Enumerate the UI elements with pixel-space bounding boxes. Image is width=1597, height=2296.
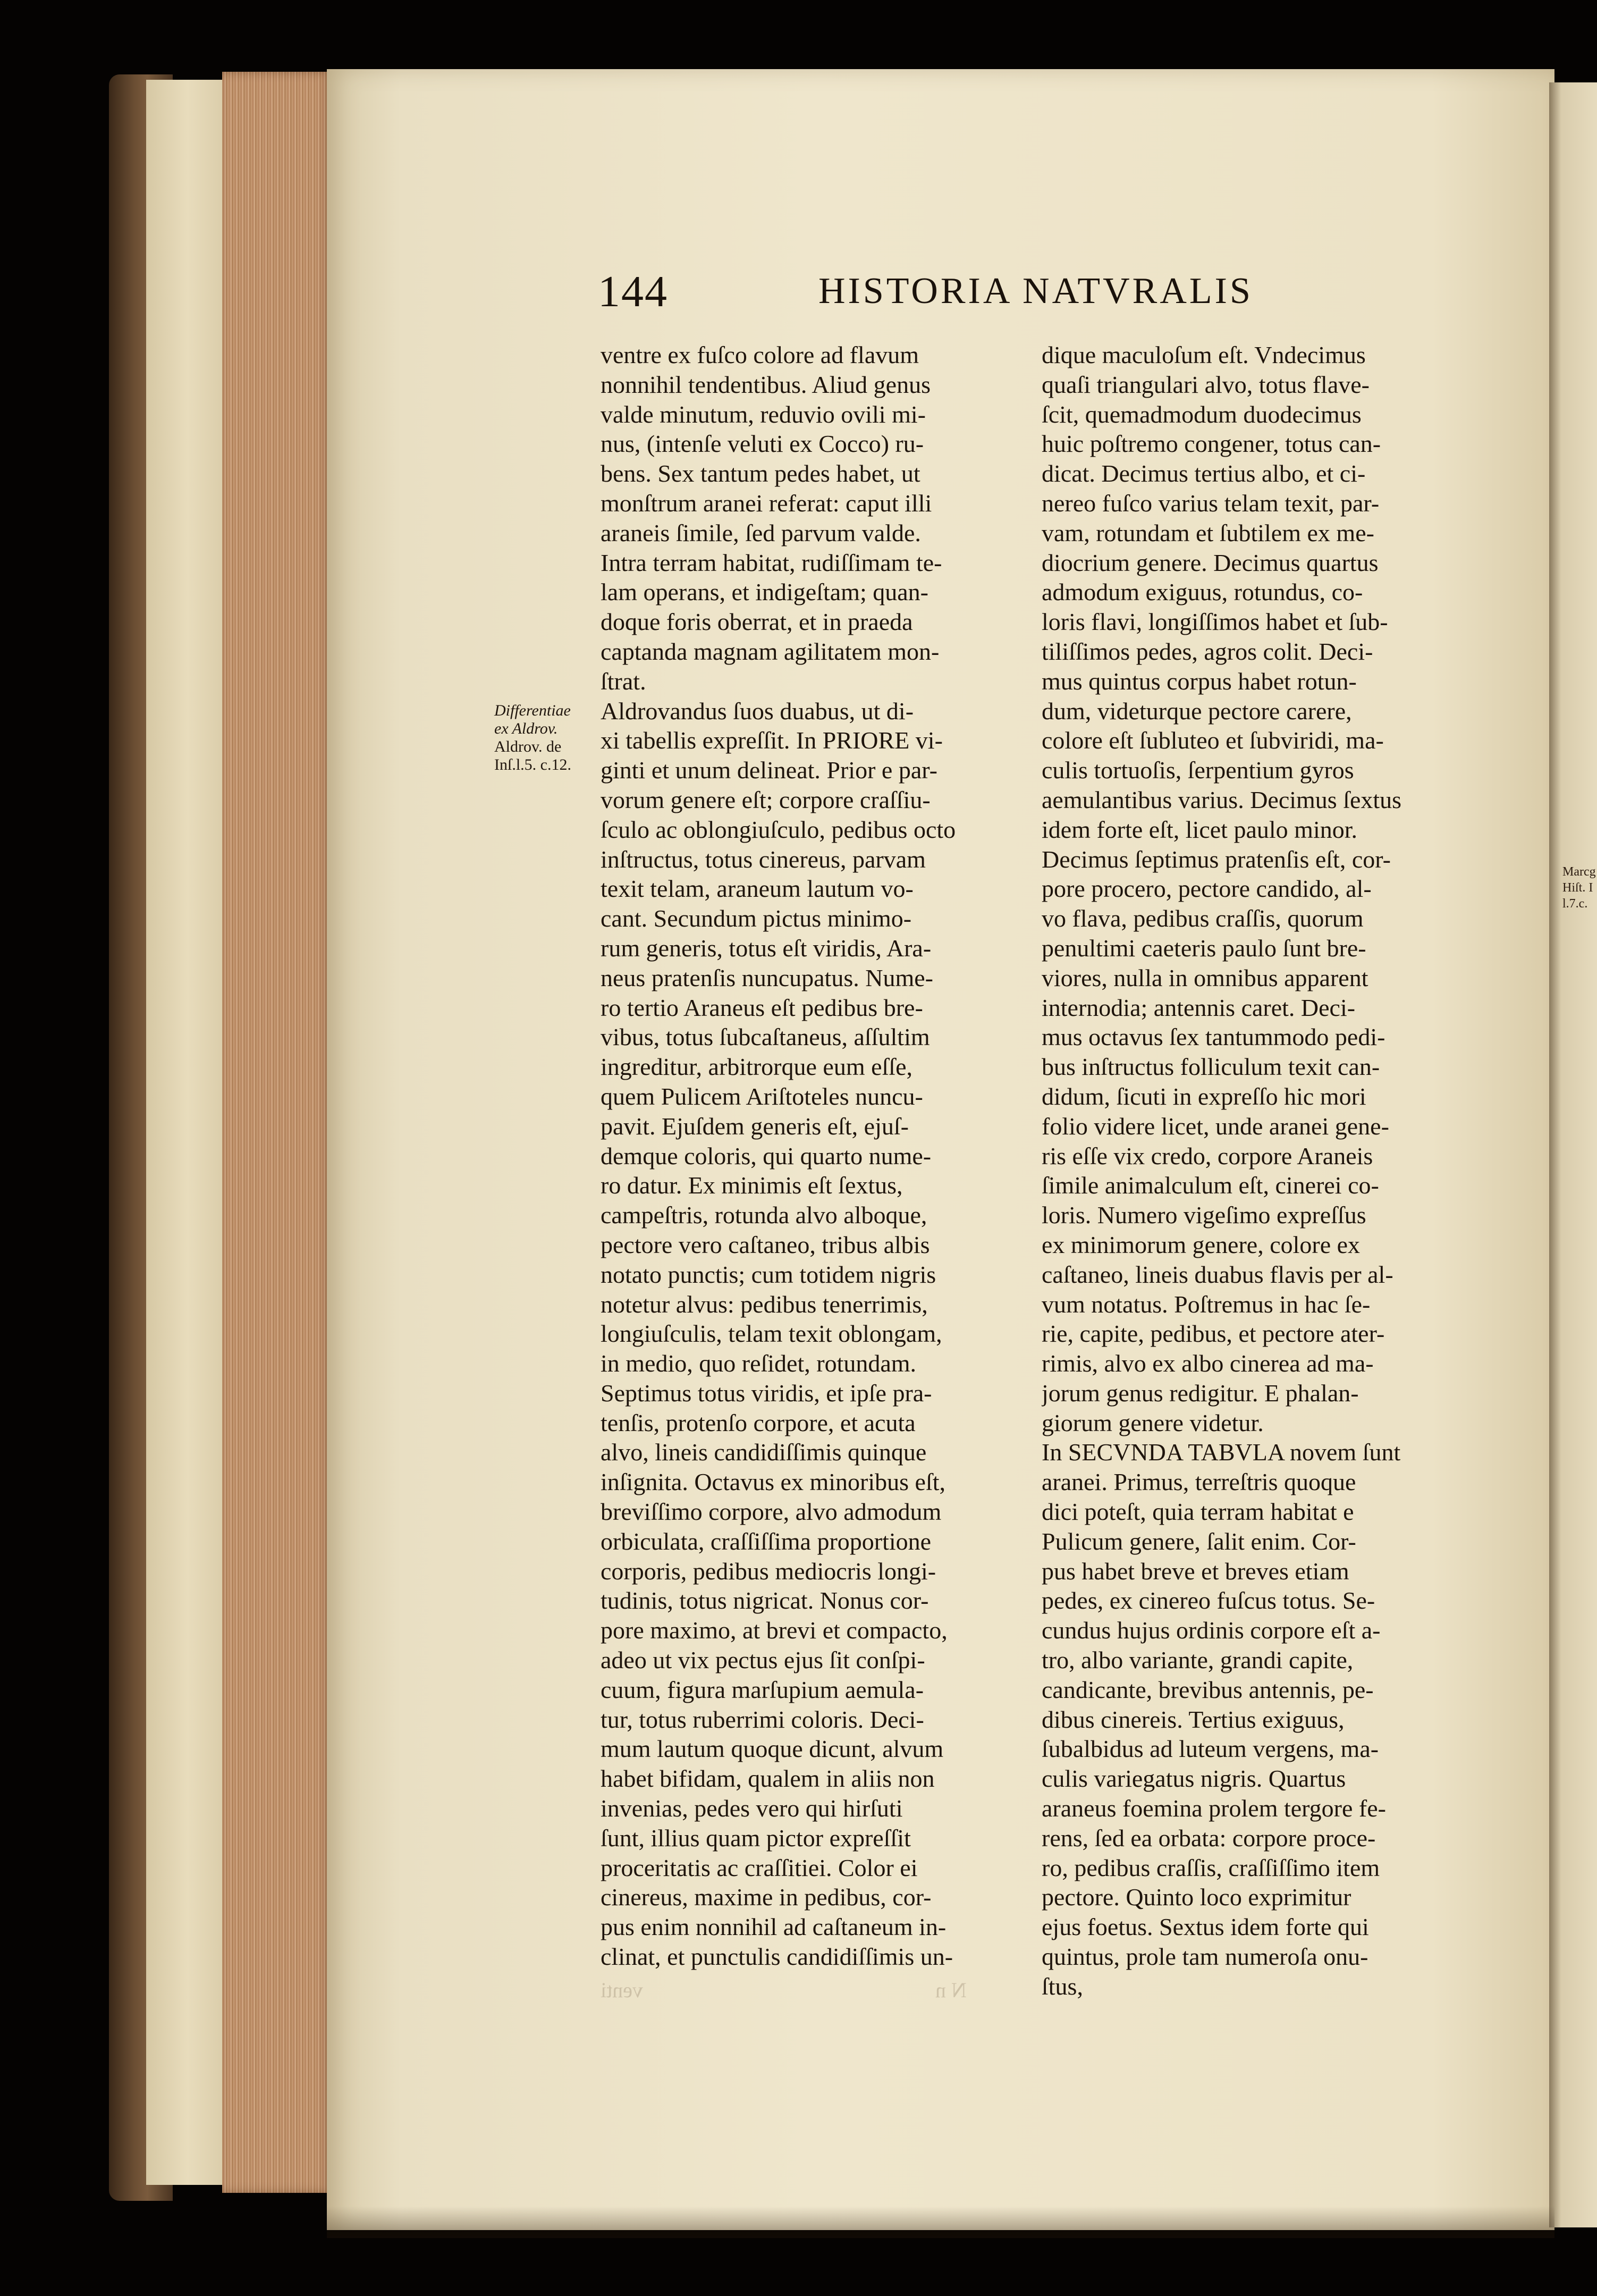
left-column-line: notetur alvus: pedibus tenerrimis, [601,1290,928,1318]
left-column-line: Intra terram habitat, rudiſſimam te- [601,549,942,576]
left-column-line: longiuſculis, telam texit oblongam, [601,1320,942,1348]
right-column-line: penultimi caeteris paulo ſunt bre- [1042,934,1366,962]
left-column-line: vorum genere eſt; corpore craſſiu- [601,786,931,813]
page-number: 144 [598,267,668,316]
facing-page-margin-note [1562,864,1597,912]
right-column-line: folio videre licet, unde aranei gene- [1042,1112,1389,1140]
marginal-note-line: Inſ.l.5. c.12. [494,756,571,773]
facing-margin-line: Hiſt. I [1562,881,1593,895]
left-column-line: adeo ut vix pectus ejus ſit conſpi- [601,1646,925,1674]
left-column-line: mum lautum quoque dicunt, alvum [601,1735,944,1763]
right-column-line: culis tortuoſis, ſerpentium gyros [1042,756,1354,784]
right-column-line: loris flavi, longiſſimos habet et ſub- [1042,608,1388,636]
left-column-line: invenias, pedes vero qui hirſuti [601,1795,903,1822]
right-column-line: Pulicum genere, ſalit enim. Cor- [1042,1527,1356,1555]
marginal-note [494,702,595,774]
right-column-line: tro, albo variante, grandi capite, [1042,1646,1354,1674]
left-column-line: clinat, et punctulis candidiſſimis un- [601,1943,953,1971]
running-title: HISTORIA NATVRALIS [818,271,1253,312]
left-column-line: nonnihil tendentibus. Aliud genus [601,371,931,398]
right-column-line: mus quintus corpus habet rotun- [1042,667,1357,695]
facing-margin-line: l.7.c. [1562,897,1588,911]
left-column-line: tur, totus ruberrimi coloris. Deci- [601,1705,924,1733]
right-column-line: dum, videturque pectore carere, [1042,697,1352,725]
right-column-line: diocrium genere. Decimus quartus [1042,549,1379,576]
left-column-line: Septimus totus viridis, et ipſe pra- [601,1379,932,1407]
right-column-line: rie, capite, pedibus, et pectore ater- [1042,1320,1385,1348]
left-column-line: araneis ſimile, ſed parvum valde. [601,519,921,546]
right-column-line: bus inſtructus folliculum texit can- [1042,1053,1380,1081]
right-column-line: ex minimorum genere, colore ex [1042,1231,1361,1258]
right-column-line: huic poſtremo congener, totus can- [1042,430,1381,458]
right-column-line: nereo fuſco varius telam texit, par- [1042,489,1380,517]
right-column-line: vam, rotundam et ſubtilem ex me- [1042,519,1374,546]
left-column-line: pavit. Ejuſdem generis eſt, ejuſ- [601,1112,909,1140]
running-head [0,266,1597,319]
show-through-signature: N n [935,1978,967,2002]
right-column-line: caſtaneo, lineis duabus flavis per al- [1042,1260,1393,1288]
left-column-line: pectore vero caſtaneo, tribus albis [601,1231,930,1258]
right-column-line: pore procero, pectore candido, al- [1042,875,1372,903]
page-bottom-shadow [327,2206,1554,2238]
left-column-line: xi tabellis expreſſit. In PRIORE vi- [601,727,943,754]
right-column-line: viores, nulla in omnibus apparent [1042,964,1368,991]
right-column-line: aemulantibus varius. Decimus ſextus [1042,786,1402,813]
left-column-line: inſtructus, totus cinereus, parvam [601,845,926,873]
right-column-line: cundus hujus ordinis corpore eſt a- [1042,1617,1381,1644]
right-column-line: quintus, prole tam numeroſa onu- [1042,1943,1368,1971]
left-column-line: captanda magnam agilitatem mon- [601,637,940,665]
right-column-line: idem forte eſt, licet paulo minor. [1042,815,1358,843]
right-column-line: colore eſt ſubluteo et ſubviridi, ma- [1042,727,1384,754]
left-column-line: campeſtris, rotunda alvo alboque, [601,1201,927,1229]
marginal-note-line: Aldrov. de [494,738,562,755]
left-column-line: proceritatis ac craſſitiei. Color ei [601,1854,918,1881]
left-column-line: ſunt, illius quam pictor expreſſit [601,1824,911,1852]
right-column-line: internodia; antennis caret. Deci- [1042,994,1356,1021]
left-column-line: monſtrum aranei referat: caput illi [601,489,932,517]
facing-page-edge [1549,82,1597,2227]
left-column-line: bens. Sex tantum pedes habet, ut [601,460,920,487]
left-column-line: quem Pulicem Ariſtoteles nuncu- [601,1082,923,1110]
right-column-line: didum, ſicuti in expreſſo hic mori [1042,1082,1366,1110]
right-column-line: giorum genere videtur. [1042,1409,1264,1436]
right-column-line: pedes, ex cinereo fuſcus totus. Se- [1042,1587,1375,1614]
left-column-line: cuum, figura marſupium aemula- [601,1676,924,1703]
left-column-line: vibus, totus ſubcaſtaneus, aſſultim [601,1023,930,1051]
right-column-line: vum notatus. Poſtremus in hac ſe- [1042,1290,1371,1318]
left-column-line: demque coloris, qui quarto nume- [601,1142,932,1170]
left-column-line: cant. Secundum pictus minimo- [601,905,912,932]
right-column-line: ſcit, quemadmodum duodecimus [1042,400,1362,428]
left-column-line: rum generis, totus eſt viridis, Ara- [601,934,932,962]
left-column-line: pus enim nonnihil ad caſtaneum in- [601,1913,947,1941]
right-column-line: tiliſſimos pedes, agros colit. Deci- [1042,637,1373,665]
right-column-line: pectore. Quinto loco exprimitur [1042,1883,1351,1911]
right-column-line: candicante, brevibus antennis, pe- [1042,1676,1374,1703]
right-column-line: culis variegatus nigris. Quartus [1042,1765,1346,1793]
left-column-line: ro tertio Araneus eſt pedibus bre- [601,994,923,1021]
left-column-line: lam operans, et indigeſtam; quan- [601,578,928,606]
left-column-line: corporis, pedibus mediocris longi- [601,1557,936,1585]
right-column-line: ſubalbidus ad luteum vergens, ma- [1042,1735,1379,1763]
right-column-line: In SECVNDA TABVLA novem ſunt [1042,1439,1401,1466]
right-column-line: rens, ſed ea orbata: corpore proce- [1042,1824,1376,1852]
facing-margin-line: Marcg [1562,865,1596,879]
right-text-column [1042,340,1467,2001]
left-column-line: cinereus, maxime in pedibus, cor- [601,1883,932,1911]
left-column-line: ſculo ac oblongiuſculo, pedibus octo [601,815,956,843]
right-column-line: loris. Numero vigeſimo expreſſus [1042,1201,1366,1229]
right-column-line: vo flava, pedibus craſſis, quorum [1042,905,1364,932]
left-column-line: alvo, lineis candidiſſimis quinque [601,1439,927,1466]
left-column-line: ingreditur, arbitrorque eum eſſe, [601,1053,912,1081]
right-column-line: ſimile animalculum eſt, cinerei co- [1042,1172,1379,1199]
page-block-edges [222,72,331,2193]
left-column-line: Aldrovandus ſuos duabus, ut di- [601,697,914,725]
left-column-line: ginti et unum delineat. Prior e par- [601,756,937,784]
left-column-line: ventre ex fuſco colore ad flavum [601,341,919,368]
right-column-line: jorum genus redigitur. E phalan- [1042,1379,1359,1407]
left-column-line: inſignita. Octavus ex minoribus eſt, [601,1468,946,1496]
marginal-note-line: Differentiae [494,702,571,719]
show-through-catchword: venti [601,1978,643,2002]
endpaper-board [146,80,229,2185]
right-column-line: ejus foetus. Sextus idem forte qui [1042,1913,1369,1941]
marginal-note-line: ex Aldrov. [494,720,558,737]
left-column-line: orbiculata, craſſiſſima proportione [601,1527,932,1555]
left-column-line: tudinis, totus nigricat. Nonus cor- [601,1587,929,1614]
show-through-text [601,1978,1026,2004]
left-column-line: doque foris oberrat, et in praeda [601,608,913,636]
right-column-line: aranei. Primus, terreſtris quoque [1042,1468,1356,1496]
left-column-line: ſtrat. [601,667,646,695]
left-column-line: breviſſimo corpore, alvo admodum [601,1498,942,1526]
right-column-line: dicat. Decimus tertius albo, et ci- [1042,460,1366,487]
right-column-line: araneus foemina prolem tergore fe- [1042,1795,1386,1822]
left-column-line: valde minutum, reduvio ovili mi- [601,400,926,428]
right-column-line: mus octavus ſex tantummodo pedi- [1042,1023,1385,1051]
right-column-line: ſtus, [1042,1972,1083,2000]
right-column-line: dique maculoſum eſt. Vndecimus [1042,341,1366,368]
left-column-line: nus, (intenſe veluti ex Cocco) ru- [601,430,924,458]
left-column-line: habet bifidam, qualem in aliis non [601,1765,935,1793]
right-column-line: rimis, alvo ex albo cinerea ad ma- [1042,1350,1374,1377]
left-column-line: pore maximo, at brevi et compacto, [601,1617,948,1644]
left-column-line: texit telam, araneum lautum vo- [601,875,914,903]
left-column-line: neus pratenſis nuncupatus. Nume- [601,964,933,991]
left-column-line: ro datur. Ex minimis eſt ſextus, [601,1172,903,1199]
right-column-line: pus habet breve et breves etiam [1042,1557,1349,1585]
right-column-line: Decimus ſeptimus pratenſis eſt, cor- [1042,845,1391,873]
right-column-line: quaſi triangulari alvo, totus flave- [1042,371,1370,398]
right-column-line: ris eſſe vix credo, corpore Araneis [1042,1142,1373,1170]
right-column-line: ro, pedibus craſſis, craſſiſſimo item [1042,1854,1380,1881]
right-column-line: admodum exiguus, rotundus, co- [1042,578,1363,606]
left-text-column [601,340,1015,1972]
left-column-line: in medio, quo reſidet, rotundam. [601,1350,917,1377]
left-column-line: notato punctis; cum totidem nigris [601,1260,936,1288]
left-column-line: tenſis, protenſo corpore, et acuta [601,1409,916,1436]
right-column-line: dici poteſt, quia terram habitat e [1042,1498,1354,1526]
right-column-line: dibus cinereis. Tertius exiguus, [1042,1705,1345,1733]
